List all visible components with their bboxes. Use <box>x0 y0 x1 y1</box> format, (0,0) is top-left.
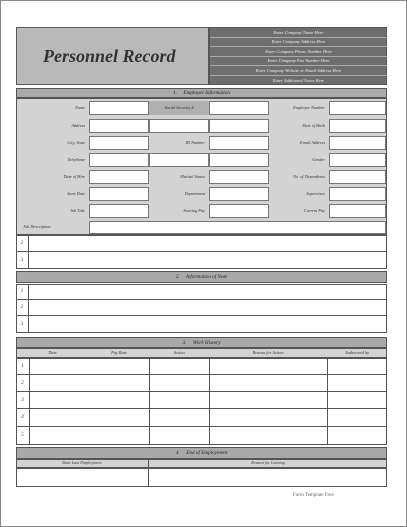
work-header-action: Action <box>173 349 185 355</box>
section-information-of-note: 2. Information of Note <box>16 271 387 283</box>
header-title-box <box>16 27 209 85</box>
section-employee-information: 1. Employee Information <box>16 88 387 98</box>
row-number: 3 <box>16 252 29 269</box>
page-title: Personnel Record <box>43 45 176 66</box>
date-of-hire-input[interactable] <box>89 170 149 184</box>
employee-number-label: Employee Number <box>293 104 325 110</box>
social-security-input[interactable] <box>209 101 269 115</box>
reason-for-leaving-label: Reason for Leaving <box>251 460 285 466</box>
company-address-field[interactable]: Enter Company Address Here <box>210 38 387 48</box>
job-description-line-2[interactable] <box>29 235 386 252</box>
telephone-input-3[interactable] <box>209 153 269 167</box>
current-pay-input[interactable] <box>329 204 386 218</box>
work-row-4[interactable] <box>29 409 386 427</box>
email-address-input[interactable] <box>329 136 386 150</box>
row-number: 5 <box>21 433 24 438</box>
supervisor-input[interactable] <box>329 187 386 201</box>
row-number: 4 <box>16 409 29 427</box>
address-input-2[interactable] <box>149 119 209 133</box>
employee-number-input[interactable] <box>329 101 386 115</box>
job-description-line-3[interactable] <box>29 252 386 269</box>
date-of-birth-input[interactable] <box>329 119 386 133</box>
section-end-of-employment: 4. End of Employment <box>16 447 387 459</box>
work-row-2[interactable] <box>29 375 386 392</box>
city-state-label: City, State <box>67 139 85 145</box>
date-last-employment-label: Date Last Employment <box>16 459 149 468</box>
marital-status-input[interactable] <box>209 170 269 184</box>
company-phone-field[interactable]: Enter Company Phone Number Here <box>210 47 387 57</box>
id-number-input[interactable] <box>209 136 269 150</box>
current-pay-label: Current Pay <box>303 207 325 213</box>
job-description-label: Job Description <box>23 224 51 230</box>
marital-status-label: Marital Status <box>180 173 205 179</box>
start-date-input[interactable] <box>89 187 149 201</box>
section-work-history: 3. Work History <box>16 337 387 348</box>
row-number: 1 <box>16 358 29 375</box>
row-number: 1 <box>16 284 29 300</box>
work-row-3[interactable] <box>29 392 386 409</box>
work-header-reason: Reason for Action <box>252 349 284 355</box>
address-label: Address <box>71 122 85 128</box>
social-security-label: Social Security # <box>149 101 209 115</box>
address-input-3[interactable] <box>209 119 269 133</box>
name-input[interactable] <box>89 101 149 115</box>
name-label: Name <box>74 104 85 110</box>
company-info-box <box>209 27 387 85</box>
row-number: 2 <box>16 235 29 252</box>
note-line-2[interactable] <box>29 300 386 316</box>
work-header-authorized-by: Authorized by <box>345 349 369 355</box>
work-header-pay-rate: Pay Rate <box>111 349 127 355</box>
date-last-employment-input[interactable] <box>17 469 149 486</box>
row-number: 2 <box>16 300 29 316</box>
company-website-field[interactable]: Enter Company Website or Email Address Here <box>210 66 387 76</box>
footer-text: Form Template Free <box>293 493 334 498</box>
company-fax-field[interactable]: Enter Company Fax Number Here <box>210 57 387 67</box>
company-notes-field[interactable]: Enter Additional Notes Here <box>272 77 325 83</box>
department-label: Department <box>184 190 205 196</box>
email-address-label: Email Address <box>300 139 325 145</box>
telephone-input[interactable] <box>89 153 149 167</box>
work-header-date: Date <box>48 349 57 355</box>
gender-input[interactable] <box>329 153 386 167</box>
id-number-label: ID Number <box>185 139 205 145</box>
city-state-input[interactable] <box>89 136 149 150</box>
row-number: 3 <box>16 316 29 332</box>
starting-pay-input[interactable] <box>209 204 269 218</box>
telephone-label: Telephone <box>67 156 85 162</box>
job-title-label: Job Title <box>70 207 85 213</box>
dependents-input[interactable] <box>329 170 386 184</box>
start-date-label: Start Date <box>67 190 85 196</box>
row-number: 3 <box>16 392 29 409</box>
note-line-3[interactable] <box>29 316 386 332</box>
company-name-field[interactable]: Enter Company Name Here <box>210 28 387 38</box>
gender-label: Gender <box>312 156 325 162</box>
reason-for-leaving-input[interactable] <box>150 469 386 486</box>
supervisor-label: Supervisor <box>306 190 325 196</box>
note-line-1[interactable] <box>29 284 386 300</box>
job-title-input[interactable] <box>89 204 149 218</box>
work-row-5[interactable] <box>29 427 386 444</box>
job-description-input[interactable] <box>89 221 386 234</box>
dependents-label: No. of Dependents <box>293 173 325 179</box>
row-number: 2 <box>16 375 29 392</box>
telephone-input-2[interactable] <box>149 153 209 167</box>
starting-pay-label: Starting Pay <box>183 207 205 213</box>
date-of-birth-label: Date of Birth <box>302 122 325 128</box>
date-of-hire-label: Date of Hire <box>63 173 85 179</box>
department-input[interactable] <box>209 187 269 201</box>
address-input[interactable] <box>89 119 149 133</box>
work-row-1[interactable] <box>29 358 386 375</box>
